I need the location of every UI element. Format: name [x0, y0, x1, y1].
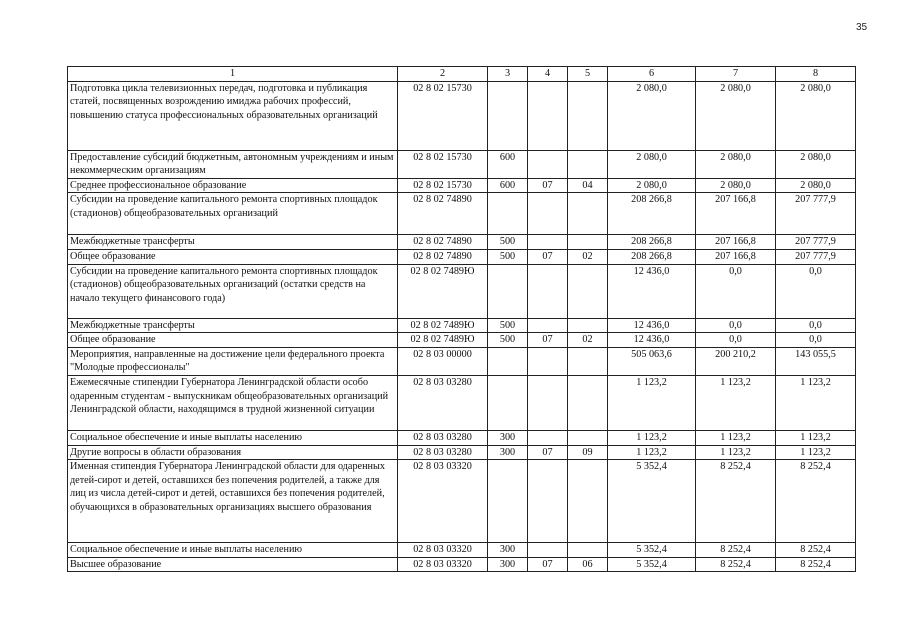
row-subsection-cell: 02	[568, 333, 608, 348]
row-code-cell: 02 8 03 03280	[398, 445, 488, 460]
row-subsection-cell	[568, 81, 608, 150]
row-expense-type-cell: 600	[488, 178, 528, 193]
row-year3-amount-cell: 207 777,9	[776, 249, 856, 264]
row-name-cell: Социальное обеспечение и иные выплаты населению	[68, 543, 398, 558]
row-subsection-cell	[568, 318, 608, 333]
row-code-cell: 02 8 02 74890	[398, 235, 488, 250]
row-year2-amount-cell: 8 252,4	[696, 460, 776, 543]
row-section-cell	[528, 347, 568, 375]
row-expense-type-cell: 500	[488, 235, 528, 250]
row-expense-type-cell: 500	[488, 318, 528, 333]
row-year3-amount-cell: 2 080,0	[776, 150, 856, 178]
row-section-cell	[528, 318, 568, 333]
header-cell: 5	[568, 67, 608, 82]
table-row	[68, 333, 856, 348]
header-cell: 6	[608, 67, 696, 82]
row-name-cell: Другие вопросы в области образования	[68, 445, 398, 460]
row-year3-amount-cell: 2 080,0	[776, 178, 856, 193]
row-year1-amount-cell: 2 080,0	[608, 150, 696, 178]
row-name-cell: Общее образование	[68, 249, 398, 264]
header-cell: 3	[488, 67, 528, 82]
row-code-cell: 02 8 02 7489Ю	[398, 318, 488, 333]
row-section-cell	[528, 235, 568, 250]
row-code-cell: 02 8 02 15730	[398, 150, 488, 178]
row-year1-amount-cell: 505 063,6	[608, 347, 696, 375]
row-section-cell	[528, 375, 568, 430]
row-section-cell	[528, 430, 568, 445]
row-year2-amount-cell: 8 252,4	[696, 557, 776, 572]
row-subsection-cell	[568, 460, 608, 543]
table-row	[68, 557, 856, 572]
row-code-cell: 02 8 02 7489Ю	[398, 264, 488, 318]
row-subsection-cell	[568, 235, 608, 250]
row-expense-type-cell: 500	[488, 249, 528, 264]
row-section-cell: 07	[528, 333, 568, 348]
row-section-cell: 07	[528, 178, 568, 193]
row-section-cell: 07	[528, 557, 568, 572]
row-name-cell: Высшее образование	[68, 557, 398, 572]
row-subsection-cell	[568, 347, 608, 375]
row-year1-amount-cell: 208 266,8	[608, 193, 696, 235]
row-name-cell: Предоставление субсидий бюджетным, автономным учреждениям и иным некоммерческим организациям	[68, 150, 398, 178]
header-cell: 2	[398, 67, 488, 82]
row-year2-amount-cell: 2 080,0	[696, 81, 776, 150]
table-row	[68, 249, 856, 264]
row-year2-amount-cell: 200 210,2	[696, 347, 776, 375]
row-code-cell: 02 8 03 00000	[398, 347, 488, 375]
row-year3-amount-cell: 0,0	[776, 264, 856, 318]
row-code-cell: 02 8 03 03320	[398, 460, 488, 543]
row-year3-amount-cell: 207 777,9	[776, 235, 856, 250]
row-subsection-cell: 09	[568, 445, 608, 460]
row-subsection-cell: 02	[568, 249, 608, 264]
row-year3-amount-cell: 1 123,2	[776, 375, 856, 430]
row-code-cell: 02 8 02 74890	[398, 249, 488, 264]
table-row	[68, 235, 856, 250]
row-section-cell	[528, 460, 568, 543]
row-year3-amount-cell: 2 080,0	[776, 81, 856, 150]
row-expense-type-cell: 600	[488, 150, 528, 178]
row-year3-amount-cell: 0,0	[776, 318, 856, 333]
row-expense-type-cell	[488, 81, 528, 150]
row-subsection-cell	[568, 264, 608, 318]
row-year2-amount-cell: 207 166,8	[696, 249, 776, 264]
table-row	[68, 318, 856, 333]
row-year2-amount-cell: 1 123,2	[696, 430, 776, 445]
row-expense-type-cell	[488, 347, 528, 375]
row-year1-amount-cell: 12 436,0	[608, 333, 696, 348]
row-year1-amount-cell: 1 123,2	[608, 445, 696, 460]
row-code-cell: 02 8 02 74890	[398, 193, 488, 235]
row-section-cell	[528, 81, 568, 150]
row-subsection-cell	[568, 430, 608, 445]
row-year2-amount-cell: 1 123,2	[696, 375, 776, 430]
row-subsection-cell	[568, 193, 608, 235]
row-subsection-cell	[568, 150, 608, 178]
row-year1-amount-cell: 12 436,0	[608, 318, 696, 333]
row-year1-amount-cell: 2 080,0	[608, 81, 696, 150]
row-name-cell: Общее образование	[68, 333, 398, 348]
row-subsection-cell	[568, 375, 608, 430]
table-row	[68, 460, 856, 543]
header-cell: 7	[696, 67, 776, 82]
row-section-cell	[528, 543, 568, 558]
row-expense-type-cell: 500	[488, 333, 528, 348]
row-section-cell: 07	[528, 249, 568, 264]
row-expense-type-cell	[488, 264, 528, 318]
row-section-cell	[528, 150, 568, 178]
row-year3-amount-cell: 8 252,4	[776, 543, 856, 558]
row-year1-amount-cell: 5 352,4	[608, 460, 696, 543]
row-year2-amount-cell: 207 166,8	[696, 193, 776, 235]
row-expense-type-cell	[488, 460, 528, 543]
row-year2-amount-cell: 8 252,4	[696, 543, 776, 558]
row-name-cell: Мероприятия, направленные на достижение цели федерального проекта "Молодые профессионалы"	[68, 347, 398, 375]
header-cell: 4	[528, 67, 568, 82]
row-year1-amount-cell: 208 266,8	[608, 249, 696, 264]
row-year2-amount-cell: 207 166,8	[696, 235, 776, 250]
table-row	[68, 178, 856, 193]
row-section-cell	[528, 264, 568, 318]
row-subsection-cell	[568, 543, 608, 558]
row-name-cell: Межбюджетные трансферты	[68, 235, 398, 250]
row-code-cell: 02 8 03 03280	[398, 375, 488, 430]
table-row	[68, 193, 856, 235]
row-year1-amount-cell: 2 080,0	[608, 178, 696, 193]
header-cell: 8	[776, 67, 856, 82]
row-code-cell: 02 8 02 15730	[398, 178, 488, 193]
header-cell: 1	[68, 67, 398, 82]
row-name-cell: Подготовка цикла телевизионных передач, подготовка и публикация статей, посвященных возрождению имиджа рабочих профессий, повышению статуса профессиональных образовательных организаций	[68, 81, 398, 150]
table-row	[68, 445, 856, 460]
row-subsection-cell: 06	[568, 557, 608, 572]
budget-table	[67, 66, 856, 572]
row-year1-amount-cell: 1 123,2	[608, 430, 696, 445]
table-row	[68, 264, 856, 318]
row-expense-type-cell	[488, 375, 528, 430]
row-name-cell: Субсидии на проведение капитального ремонта спортивных площадок (стадионов) общеобразовательных организаций (остатки средств на начало текущего финансового года)	[68, 264, 398, 318]
row-subsection-cell: 04	[568, 178, 608, 193]
row-year3-amount-cell: 0,0	[776, 333, 856, 348]
row-year1-amount-cell: 12 436,0	[608, 264, 696, 318]
row-name-cell: Среднее профессиональное образование	[68, 178, 398, 193]
row-expense-type-cell: 300	[488, 557, 528, 572]
row-expense-type-cell: 300	[488, 445, 528, 460]
row-section-cell: 07	[528, 445, 568, 460]
row-section-cell	[528, 193, 568, 235]
row-year1-amount-cell: 208 266,8	[608, 235, 696, 250]
row-year2-amount-cell: 2 080,0	[696, 178, 776, 193]
row-year3-amount-cell: 143 055,5	[776, 347, 856, 375]
row-year3-amount-cell: 207 777,9	[776, 193, 856, 235]
row-year1-amount-cell: 5 352,4	[608, 557, 696, 572]
row-name-cell: Социальное обеспечение и иные выплаты населению	[68, 430, 398, 445]
table-row	[68, 81, 856, 150]
row-year2-amount-cell: 2 080,0	[696, 150, 776, 178]
row-year1-amount-cell: 5 352,4	[608, 543, 696, 558]
row-year3-amount-cell: 8 252,4	[776, 557, 856, 572]
row-year3-amount-cell: 8 252,4	[776, 460, 856, 543]
row-year3-amount-cell: 1 123,2	[776, 430, 856, 445]
table-header-row	[68, 67, 856, 82]
row-code-cell: 02 8 03 03320	[398, 543, 488, 558]
row-year2-amount-cell: 0,0	[696, 264, 776, 318]
row-year2-amount-cell: 0,0	[696, 333, 776, 348]
row-year1-amount-cell: 1 123,2	[608, 375, 696, 430]
row-code-cell: 02 8 02 15730	[398, 81, 488, 150]
row-expense-type-cell	[488, 193, 528, 235]
row-code-cell: 02 8 03 03320	[398, 557, 488, 572]
table-row	[68, 543, 856, 558]
table-row	[68, 375, 856, 430]
table-row	[68, 430, 856, 445]
row-expense-type-cell: 300	[488, 430, 528, 445]
row-year3-amount-cell: 1 123,2	[776, 445, 856, 460]
table-row	[68, 150, 856, 178]
row-code-cell: 02 8 03 03280	[398, 430, 488, 445]
row-year2-amount-cell: 0,0	[696, 318, 776, 333]
row-name-cell: Именная стипендия Губернатора Ленинградской области для одаренных детей-сирот и детей, оставшихся без попечения родителей, а также для лиц из числа детей-сирот и детей, оставшихся без попечения родителей, обучающихся в образовательных организациях высшего образования	[68, 460, 398, 543]
row-name-cell: Субсидии на проведение капитального ремонта спортивных площадок (стадионов) общеобразовательных организаций	[68, 193, 398, 235]
row-name-cell: Межбюджетные трансферты	[68, 318, 398, 333]
row-expense-type-cell: 300	[488, 543, 528, 558]
row-name-cell: Ежемесячные стипендии Губернатора Ленинградской области особо одаренным студентам - выпускникам общеобразовательных организаций Ленинградской области, находящимся в трудной жизненной ситуации	[68, 375, 398, 430]
table-row	[68, 347, 856, 375]
row-year2-amount-cell: 1 123,2	[696, 445, 776, 460]
row-code-cell: 02 8 02 7489Ю	[398, 333, 488, 348]
page-number: 35	[856, 22, 868, 33]
